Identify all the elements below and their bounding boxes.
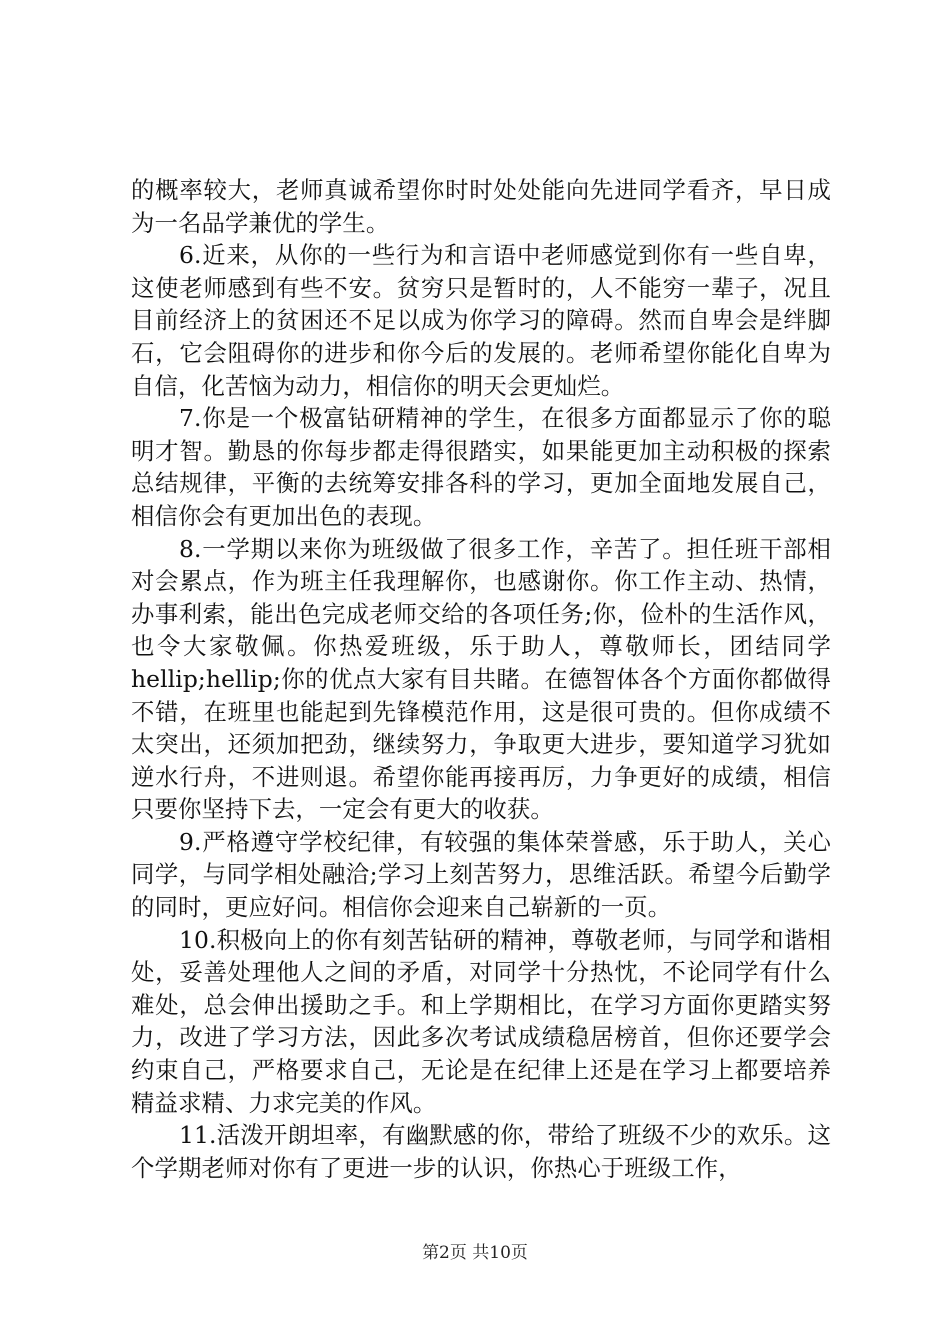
document-body: [131, 174, 831, 1184]
page-number-footer: 第2页 共10页: [422, 1243, 528, 1263]
paragraph-10: 10.积极向上的你有刻苦钻研的精神，尊敬老师，与同学和谐相处，妥善处理他人之间的矛盾，对同学十分热忱，不论同学有什么难处，总会伸出援助之手。和上学期相比，在学习方面你更踏实努力，改进了学习方法，因此多次考试成绩稳居榜首，但你还要学会约束自己，严格要求自己，无论是在纪律上还是在学习上都要培养精益求精、力求完美的作风。: [131, 925, 831, 1117]
paragraph-8: 8.一学期以来你为班级做了很多工作，辛苦了。担任班干部相对会累点，作为班主任我理解你，也感谢你。你工作主动、热情，办事利索，能出色完成老师交给的各项任务;你，俭朴的生活作风，也令大家敬佩。你热爱班级，乐于助人，尊敬师长，团结同学hellip;hellip;你的优点大家有目共睹。在德智体各个方面你都做得不错，在班里也能起到先锋模范作用，这是很可贵的。但你成绩不太突出，还须加把劲，继续努力，争取更大进步，要知道学习犹如逆水行舟，不进则退。希望你能再接再厉，力争更好的成绩，相信只要你坚持下去，一定会有更大的收获。: [131, 534, 831, 824]
paragraph-continuation: 的概率较大，老师真诚希望你时时处处能向先进同学看齐，早日成为一名品学兼优的学生。: [131, 176, 831, 237]
paragraph-7: 7.你是一个极富钻研精神的学生，在很多方面都显示了你的聪明才智。勤恳的你每步都走得很踏实，如果能更加主动积极的探索总结规律，平衡的去统筹安排各科的学习，更加全面地发展自己，相信你会有更加出色的表现。: [131, 404, 831, 530]
paragraph-6: 6.近来，从你的一些行为和言语中老师感觉到你有一些自卑，这使老师感到有些不安。贫穷只是暂时的，人不能穷一辈子，况且目前经济上的贫困还不足以成为你学习的障碍。然而自卑会是绊脚石，它会阻碍你的进步和你今后的发展的。老师希望你能化自卑为自信，化苦恼为动力，相信你的明天会更灿烂。: [131, 241, 831, 400]
paragraph-11: 11.活泼开朗坦率，有幽默感的你，带给了班级不少的欢乐。这个学期老师对你有了更进一步的认识，你热心于班级工作，: [131, 1121, 831, 1182]
paragraph-9: 9.严格遵守学校纪律，有较强的集体荣誉感，乐于助人，关心同学，与同学相处融洽;学习上刻苦努力，思维活跃。希望今后勤学的同时，更应好问。相信你会迎来自己崭新的一页。: [131, 827, 831, 922]
